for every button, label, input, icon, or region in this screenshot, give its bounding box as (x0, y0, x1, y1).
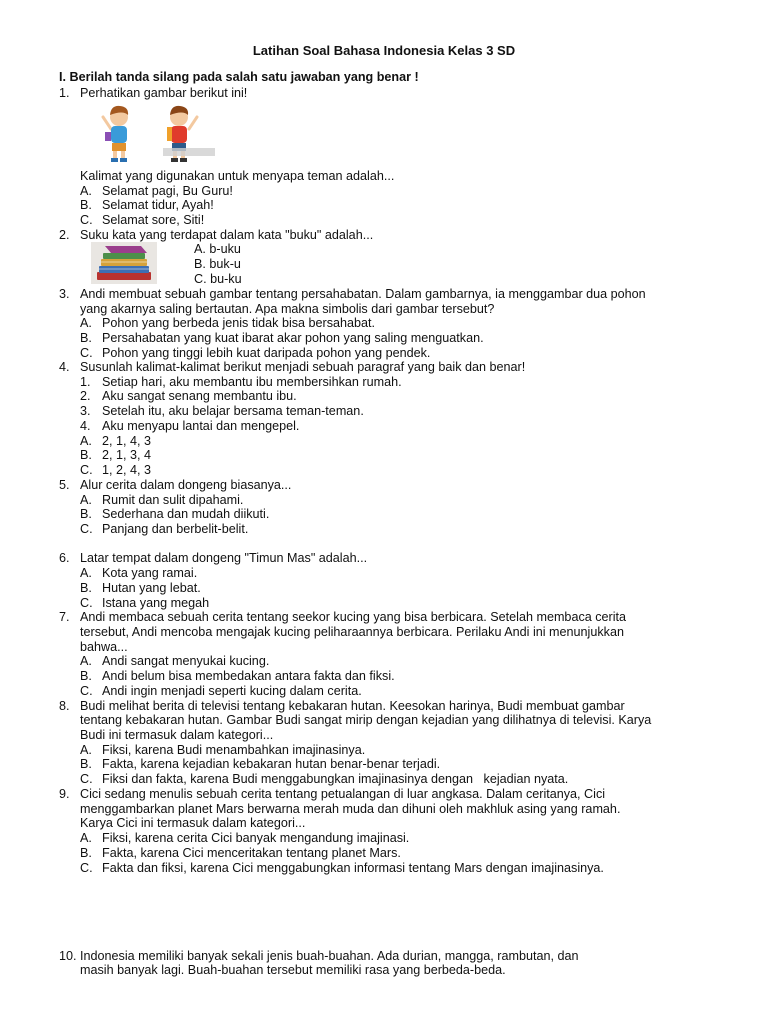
q10-number: 10. (59, 949, 77, 963)
q4-text: Susunlah kalimat-kalimat berikut menjadi sebuah paragraf yang baik dan benar! (80, 360, 526, 374)
q6-option-a-letter: A. (80, 566, 92, 580)
q4-number: 4. (59, 360, 70, 374)
q8-option-c: Fiksi dan fakta, karena Budi menggabungkan imajinasinya dengan kejadian nyata. (102, 772, 569, 786)
q4-item-3: Setelah itu, aku belajar bersama teman-teman. (102, 404, 364, 418)
q2-text: Suku kata yang terdapat dalam kata "buku" adalah... (80, 228, 374, 242)
books-stack-illustration (91, 242, 157, 284)
q8-option-b-letter: B. (80, 757, 92, 771)
q9-text-line1: Cici sedang menulis sebuah cerita tentang petualangan di luar angkasa. Dalam ceritanya, Cici (80, 787, 606, 801)
q7-option-b-letter: B. (80, 669, 92, 683)
q9-text-line2: menggambarkan planet Mars berwarna merah muda dan dihuni oleh makhluk asing yang ramah. (80, 802, 621, 816)
q9-number: 9. (59, 787, 70, 801)
q2-option-c: C. bu-ku (194, 272, 242, 286)
q4-option-c: 1, 2, 4, 3 (102, 463, 152, 477)
q9-option-a-letter: A. (80, 831, 92, 845)
q8-option-a-letter: A. (80, 743, 92, 757)
q10-text-line2: masih banyak lagi. Buah-buahan tersebut memiliki rasa yang berbeda-beda. (80, 963, 506, 977)
q6-number: 6. (59, 551, 70, 565)
q8-text-line1: Budi melihat berita di televisi tentang kebakaran hutan. Keesokan harinya, Budi membuat gambar (80, 699, 625, 713)
q6-option-a: Kota yang ramai. (102, 566, 198, 580)
q4-item-2-number: 2. (80, 389, 91, 403)
q9-option-b: Fakta, karena Cici menceritakan tentang planet Mars. (102, 846, 401, 860)
q1-number: 1. (59, 86, 70, 100)
q5-option-b-letter: B. (80, 507, 92, 521)
q10-text-line1: Indonesia memiliki banyak sekali jenis buah-buahan. Ada durian, mangga, rambutan, dan (80, 949, 579, 963)
q8-number: 8. (59, 699, 70, 713)
q4-option-b: 2, 1, 3, 4 (102, 448, 152, 462)
document-title: Latihan Soal Bahasa Indonesia Kelas 3 SD (252, 43, 516, 58)
q4-option-a: 2, 1, 4, 3 (102, 434, 152, 448)
q2-number: 2. (59, 228, 70, 242)
q5-option-b: Sederhana dan mudah diikuti. (102, 507, 270, 521)
q4-item-2: Aku sangat senang membantu ibu. (102, 389, 297, 403)
q6-option-b: Hutan yang lebat. (102, 581, 201, 595)
children-greeting-illustration (97, 103, 217, 165)
q3-text-line1: Andi membuat sebuah gambar tentang persahabatan. Dalam gambarnya, ia menggambar dua pohon (80, 287, 646, 301)
q3-option-b-letter: B. (80, 331, 92, 345)
q5-option-a: Rumit dan sulit dipahami. (102, 493, 244, 507)
q7-option-a-letter: A. (80, 654, 92, 668)
q2-option-b: B. buk-u (194, 257, 241, 271)
q8-option-c-letter: C. (80, 772, 93, 786)
section-heading: I. Berilah tanda silang pada salah satu jawaban yang benar ! (59, 70, 419, 84)
q1-option-b: Selamat tidur, Ayah! (102, 198, 214, 212)
q7-option-c: Andi ingin menjadi seperti kucing dalam cerita. (102, 684, 362, 698)
q8-text-line2: tentang kebakaran hutan. Gambar Budi sangat mirip dengan kejadian yang dilihatnya di televisi. Karya (80, 713, 652, 727)
q9-option-a: Fiksi, karena cerita Cici banyak mengandung imajinasi. (102, 831, 410, 845)
q5-option-c: Panjang dan berbelit-belit. (102, 522, 249, 536)
q7-option-a: Andi sangat menyukai kucing. (102, 654, 270, 668)
q9-option-c-letter: C. (80, 861, 93, 875)
q8-option-b: Fakta, karena kejadian kebakaran hutan benar-benar terjadi. (102, 757, 441, 771)
q4-item-4-number: 4. (80, 419, 91, 433)
q7-text-line3: bahwa... (80, 640, 128, 654)
q9-option-c: Fakta dan fiksi, karena Cici menggabungkan informasi tentang Mars dengan imajinasinya. (102, 861, 604, 875)
q3-text-line2: yang akarnya saling bertautan. Apa makna simbolis dari gambar tersebut? (80, 302, 495, 316)
q4-option-a-letter: A. (80, 434, 92, 448)
q4-item-3-number: 3. (80, 404, 91, 418)
q6-option-c-letter: C. (80, 596, 93, 610)
q6-option-c: Istana yang megah (102, 596, 210, 610)
q6-option-b-letter: B. (80, 581, 92, 595)
q3-option-a: Pohon yang berbeda jenis tidak bisa bersahabat. (102, 316, 376, 330)
q1-option-b-letter: B. (80, 198, 92, 212)
q8-text-line3: Budi ini termasuk dalam kategori... (80, 728, 274, 742)
q7-text-line1: Andi membaca sebuah cerita tentang seekor kucing yang bisa berbicara. Setelah membaca cerita (80, 610, 627, 624)
q3-option-a-letter: A. (80, 316, 92, 330)
q7-option-c-letter: C. (80, 684, 93, 698)
q1-option-a-letter: A. (80, 184, 92, 198)
q9-text-line3: Karya Cici ini termasuk dalam kategori... (80, 816, 306, 830)
q1-option-c-letter: C. (80, 213, 93, 227)
q1-text: Perhatikan gambar berikut ini! (80, 86, 248, 100)
q4-item-1-number: 1. (80, 375, 91, 389)
q7-number: 7. (59, 610, 70, 624)
q1-option-c: Selamat sore, Siti! (102, 213, 205, 227)
q3-number: 3. (59, 287, 70, 301)
q1-follow-text: Kalimat yang digunakan untuk menyapa teman adalah... (80, 169, 395, 183)
q2-option-a: A. b-uku (194, 242, 241, 256)
q4-option-c-letter: C. (80, 463, 93, 477)
q3-option-b: Persahabatan yang kuat ibarat akar pohon yang saling menguatkan. (102, 331, 484, 345)
q6-text: Latar tempat dalam dongeng "Timun Mas" adalah... (80, 551, 368, 565)
q5-option-c-letter: C. (80, 522, 93, 536)
q5-option-a-letter: A. (80, 493, 92, 507)
q7-option-b: Andi belum bisa membedakan antara fakta dan fiksi. (102, 669, 395, 683)
q4-item-1: Setiap hari, aku membantu ibu membersihkan rumah. (102, 375, 402, 389)
q3-option-c: Pohon yang tinggi lebih kuat daripada pohon yang pendek. (102, 346, 431, 360)
q8-option-a: Fiksi, karena Budi menambahkan imajinasinya. (102, 743, 366, 757)
q5-number: 5. (59, 478, 70, 492)
q3-option-c-letter: C. (80, 346, 93, 360)
q4-option-b-letter: B. (80, 448, 92, 462)
q9-option-b-letter: B. (80, 846, 92, 860)
q1-option-a: Selamat pagi, Bu Guru! (102, 184, 233, 198)
q4-item-4: Aku menyapu lantai dan mengepel. (102, 419, 300, 433)
q5-text: Alur cerita dalam dongeng biasanya... (80, 478, 292, 492)
q7-text-line2: tersebut, Andi mencoba mengajak kucing peliharaannya berbicara. Perilaku Andi ini menunjukkan (80, 625, 624, 639)
